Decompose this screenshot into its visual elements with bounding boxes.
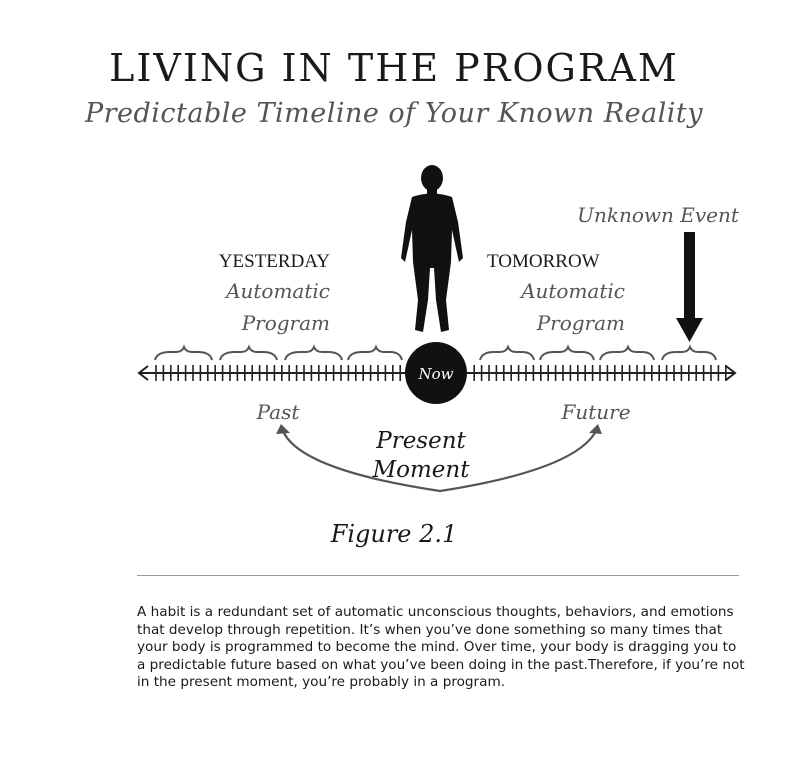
future-arrowhead-icon: [589, 424, 602, 434]
tomorrow-automatic: Automatic: [521, 279, 625, 303]
unknown-event-label: Unknown Event: [577, 203, 739, 227]
now-label: Now: [418, 365, 454, 383]
down-arrow-icon: [676, 232, 703, 342]
future-label: Future: [561, 400, 631, 424]
past-label: Past: [256, 400, 300, 424]
moment-label: Moment: [372, 457, 470, 483]
present-label: Present: [376, 428, 466, 454]
divider: [137, 575, 739, 576]
past-arrowhead-icon: [276, 424, 290, 434]
figure-caption: Figure 2.1: [330, 520, 458, 548]
tomorrow-program: Program: [536, 311, 625, 335]
human-figure-icon: [401, 165, 463, 332]
yesterday-heading: YESTERDAY: [218, 251, 330, 272]
yesterday-program: Program: [241, 311, 330, 335]
body-paragraph: A habit is a redundant set of automatic unconscious thoughts, behaviors, and emotions that develop through repetition. It’s when you’ve done something so many times that your body is programmed to become the mind. Over time, your body is dragging you to a predictable future based on what you’ve been doing in the past.Therefore, if you’re not in the present moment, you’re probably in a program.: [137, 604, 745, 690]
page-title: LIVING IN THE PROGRAM: [109, 46, 679, 90]
tomorrow-heading: TOMORROW: [487, 251, 600, 272]
yesterday-automatic: Automatic: [226, 279, 330, 303]
page-subtitle: Predictable Timeline of Your Known Reality: [84, 98, 704, 129]
